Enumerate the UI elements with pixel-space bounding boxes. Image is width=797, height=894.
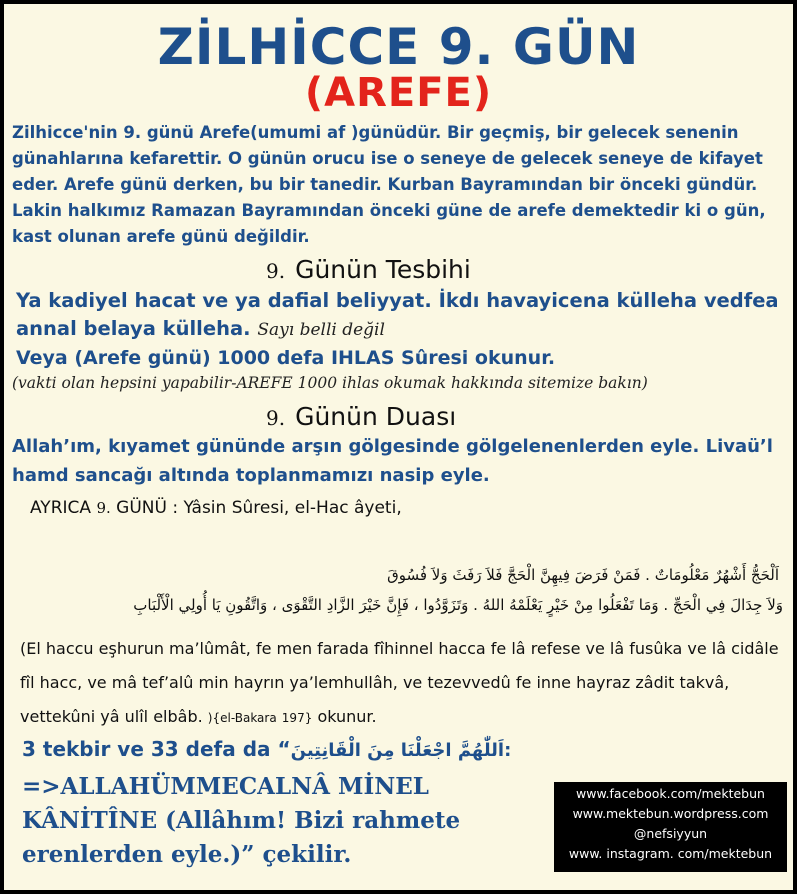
arabic-verse-line-1: اَلْحَجُّ أَشْهُرٌ مَعْلُومَاتٌ . فَمَنْ فَرَضَ فِيهِنَّ الْحَجَّ فَلاَ رَفَثَ وَلاَ فُسُوقَ [387,566,779,584]
handle-link[interactable]: @nefsiyyun [633,826,708,841]
surah-reference: ){el-Bakara [207,711,277,725]
ihlas-line: Veya (Arefe günü) 1000 defa IHLAS Sûresi okunur. [16,347,556,369]
ayrica-text: Yâsin Sûresi, el-Hac âyeti, [183,498,402,518]
transliteration-end: okunur. [317,707,377,726]
dua-text: Allah’ım, kıyamet gününde arşın gölgesinde gölgelenenlerden eyle. Livaü’l hamd sancağı altında toplanmamızı nasip eyle. [12,436,773,486]
page-subtitle: (AREFE) [304,70,493,116]
arabic-verse-line-2: وَلاَ جِدَالَ فِي الْحَجِّ . وَمَا تَفْعَلُوا مِنْ خَيْرٍ يَعْلَمْهُ اللهُ . وَتَزَوَّدُوا ، فَإِنَّ خَيْرَ الزَّادِ التَّقْوَى ، وَاتَّقُونِ يَا أُولِي الْأَلْبَابِ [133,596,783,614]
page-card [4,4,793,890]
tesbih-body: Ya kadiyel hacat ve ya dafial beliyyat. İkdı havayicena külleha vedfea annal belaya külleha. [16,289,779,340]
website-note: (vakti olan hepsini yapabilir-AREFE 1000 ihlas okumak hakkında sitemize bakın) [12,374,648,392]
ayrica-gun: GÜNÜ : [116,498,179,518]
tekbir-arabic: اَللّٰهُمَّ اجْعَلْنَا مِنَ الْقَانِتِينَ: [290,740,512,761]
tesbih-heading-number: 9. [266,259,286,283]
dua-heading-label: Günün Duası [295,402,457,431]
transliteration [20,632,790,735]
facebook-link[interactable]: www.facebook.com/mektebun [576,786,765,801]
tesbih-heading [266,255,471,284]
tekbir-line [22,737,511,761]
ayrica-number: 9. [96,499,111,517]
tesbih-text [16,287,792,344]
tekbir-text: 3 tekbir ve 33 defa da “ [22,737,291,761]
dua-heading-number: 9. [266,406,286,430]
surah-reference-number: 197} [281,711,313,725]
transliteration-text: (El haccu eşhurun ma’lûmât, fe men farada fîhinnel hacca fe lâ refese ve lâ fusûka ve lâ cidâle fîl hacc, ve mâ tef’alû min hayrın ya’lemhullâh, ve tezevvedû fe inne hayraz zâdit takvâ, vettekûni yâ ulîl elbâb. [20,639,779,726]
tesbih-count-note: Sayı belli değil [257,320,385,340]
intro-paragraph: Zilhicce'nin 9. günü Arefe(umumi af )günüdür. Bir geçmiş, bir gelecek senenin günahlarına kefarettir. O günün orucu ise o seneye de gelecek seneye de kifayet eder. Arefe günü derken, bu bir tanedir. Kurban Bayramından bir önceki gündür. Lakin halkımız Ramazan Bayramından önceki güne de arefe demektedir ki o gün, kast olunan arefe günü değildir. [12,123,766,246]
page-title: ZİLHİCCE 9. GÜN [157,18,640,76]
dua-heading [266,402,456,431]
ayrica-label: AYRICA [30,498,92,518]
instagram-link[interactable]: www. instagram. com/mektebun [568,846,773,861]
wordpress-link[interactable]: www.mektebun.wordpress.com [572,806,769,821]
ayrica-line [30,498,402,518]
final-dua: =>ALLAHÜMMECALNÂ MİNEL KÂNİTÎNE (Allâhım! Bizi rahmete erenlerden eyle.)” çekilir. [22,773,461,868]
social-links-box [554,782,787,872]
tesbih-heading-label: Günün Tesbihi [295,255,471,284]
